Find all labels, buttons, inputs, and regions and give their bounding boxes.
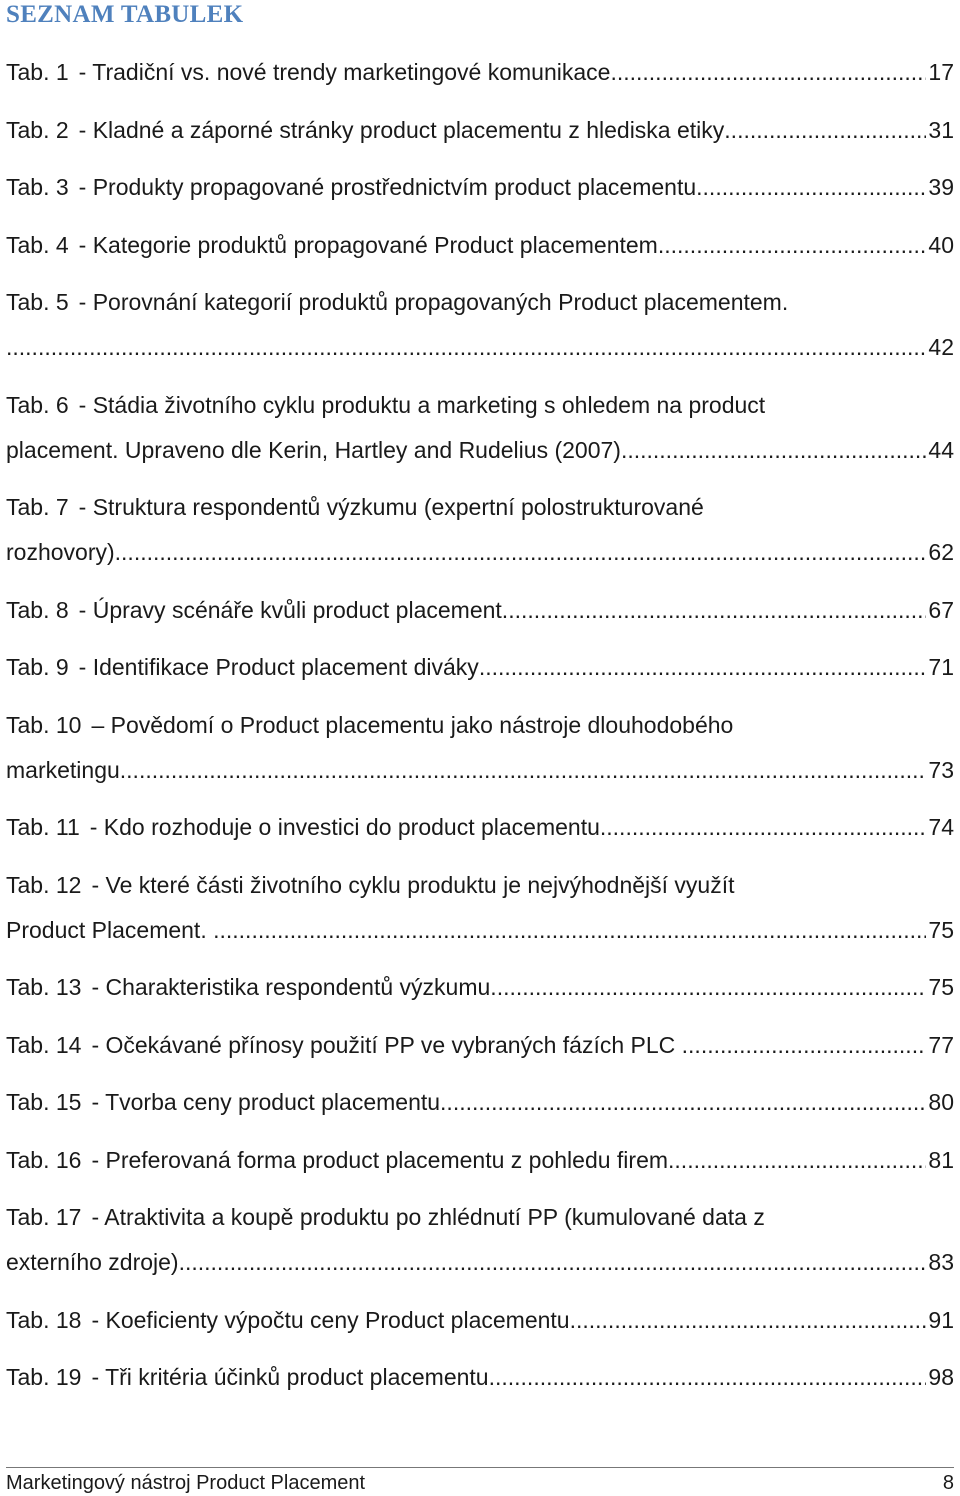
toc-entry-page: 74 [928,814,954,840]
toc-entry[interactable] [6,1023,954,1068]
table-of-tables [6,50,954,1413]
toc-entry-page: 83 [928,1249,954,1275]
footer-title: Marketingový nástroj Product Placement [6,1472,366,1494]
page-title: SEZNAM TABULEK [6,1,244,28]
dot-leader [600,805,927,850]
toc-entry-title: – Povědomí o Product placementu jako nástroje dlouhodobého [91,711,734,738]
toc-entry-page: 98 [928,1364,954,1390]
toc-entry[interactable] [6,165,954,210]
toc-entry-page: 75 [928,974,954,1000]
dot-leader [668,1138,926,1183]
toc-entry[interactable] [6,485,954,575]
toc-entry-page: 62 [928,539,954,565]
dot-leader [497,965,927,1010]
toc-entry-title: - Struktura respondentů výzkumu (expertní polostrukturované [78,494,704,520]
toc-entry-label: Tab. 14 [6,1031,82,1058]
toc-entry[interactable] [6,703,954,793]
toc-entry-title: - Stádia životního cyklu produktu a marketing s ohledem na product [78,391,766,418]
toc-entry-page: 80 [928,1089,954,1115]
toc-entry-title: - Úpravy scénáře kvůli product placement. [78,596,509,623]
toc-entry-title: - Atraktivita a koupě produktu po zhlédnutí PP (kumulované data z [91,1204,765,1230]
toc-entry-page: 40 [928,231,954,258]
toc-entry-title: - Tři kritéria účinků product placementu. [91,1364,495,1390]
toc-entry-title: placement. Upraveno dle Kerin, Hartley and Rudelius (2007). [6,436,628,463]
toc-entry[interactable] [6,1080,954,1125]
toc-entry-title: - Kladné a záporné stránky product placementu z hlediska etiky [78,116,725,143]
toc-entry-title: Product Placement. . [6,916,220,943]
toc-entry-page: 42 [928,334,954,360]
toc-entry-page: 91 [928,1306,954,1333]
toc-entry[interactable] [6,588,954,633]
dot-leader [479,645,927,690]
toc-entry-label: Tab. 10 [6,711,82,738]
toc-entry-label: Tab. 8 [6,596,69,623]
toc-entry-label: Tab. 6 [6,391,69,418]
toc-entry-title: - Preferovaná forma product placementu z pohledu firem [91,1146,669,1173]
toc-entry[interactable] [6,645,954,690]
toc-entry[interactable] [6,50,954,95]
toc-entry-label: Tab. 12 [6,871,82,898]
toc-entry-title: - Kategorie produktů propagované Product placementem. [78,231,665,258]
toc-entry-title: - Identifikace Product placement diváky [78,654,479,680]
toc-entry-label: Tab. 15 [6,1089,82,1115]
page-footer [6,1467,954,1495]
dot-leader [724,108,926,153]
dot-leader [220,908,927,953]
toc-entry[interactable] [6,383,954,473]
toc-entry[interactable] [6,1355,954,1400]
dot-leader [610,50,926,95]
toc-entry[interactable] [6,805,954,850]
toc-entry[interactable] [6,1138,954,1183]
toc-entry-label: Tab. 9 [6,654,69,680]
toc-entry-page: 75 [928,916,954,943]
toc-entry-title: - Produkty propagované prostřednictvím product placementu. [78,174,703,200]
toc-entry-label: Tab. 17 [6,1204,82,1230]
toc-entry-label: Tab. 19 [6,1364,82,1390]
toc-entry-label: Tab. 3 [6,174,69,200]
toc-entry-title: - Tvorba ceny product placementu [91,1089,441,1115]
dot-leader [495,1355,926,1400]
dot-leader [179,1240,927,1285]
toc-entry[interactable] [6,108,954,153]
toc-entry[interactable] [6,280,954,370]
toc-entry-title: - Koeficienty výpočtu ceny Product placementu [91,1306,570,1333]
toc-entry-title: - Porovnání kategorií produktů propagovaných Product placementem. [78,289,789,315]
toc-entry-page: 77 [928,1031,954,1058]
toc-entry-title: marketingu. [6,756,127,783]
toc-entry-page: 67 [928,596,954,623]
toc-entry-label: Tab. 11 [6,814,80,840]
toc-entry-page: 81 [928,1146,954,1173]
toc-entry-label: Tab. 7 [6,494,69,520]
dot-leader [627,428,926,473]
toc-entry-title: - Tradiční vs. nové trendy marketingové komunikace [78,59,611,85]
dot-leader [6,325,926,370]
footer-page-number: 8 [942,1472,954,1494]
toc-entry[interactable] [6,965,954,1010]
toc-entry-title: - Charakteristika respondentů výzkumu. [91,974,497,1000]
toc-entry-page: 73 [928,756,954,783]
toc-entry[interactable] [6,1298,954,1343]
toc-entry[interactable] [6,863,954,953]
toc-entry-label: Tab. 18 [6,1306,82,1333]
toc-entry-page: 44 [928,436,954,463]
toc-entry-page: 31 [928,116,954,143]
dot-leader [440,1080,926,1125]
dot-leader [664,223,926,268]
toc-entry[interactable] [6,223,954,268]
toc-entry-label: Tab. 16 [6,1146,82,1173]
dot-leader [703,165,927,210]
dot-leader [508,588,926,633]
toc-entry-label: Tab. 5 [6,289,69,315]
dot-leader [115,530,927,575]
dot-leader [126,748,926,793]
toc-entry-label: Tab. 4 [6,231,69,258]
toc-entry[interactable] [6,1195,954,1285]
dot-leader [570,1298,927,1343]
toc-entry-title: - Očekávané přínosy použití PP ve vybraných fázích PLC . [91,1031,689,1058]
dot-leader [688,1023,926,1068]
toc-entry-title: - Kdo rozhoduje o investici do product placementu [89,814,600,840]
toc-entry-label: Tab. 1 [6,59,69,85]
toc-entry-label: Tab. 2 [6,116,69,143]
toc-entry-title: externího zdroje) [6,1249,179,1275]
toc-entry-page: 17 [928,59,954,85]
toc-entry-label: Tab. 13 [6,974,82,1000]
toc-entry-title: rozhovory) [6,539,115,565]
toc-entry-page: 39 [928,174,954,200]
toc-entry-page: 71 [928,654,954,680]
toc-entry-title: - Ve které části životního cyklu produktu je nejvýhodnější využít [91,871,735,898]
